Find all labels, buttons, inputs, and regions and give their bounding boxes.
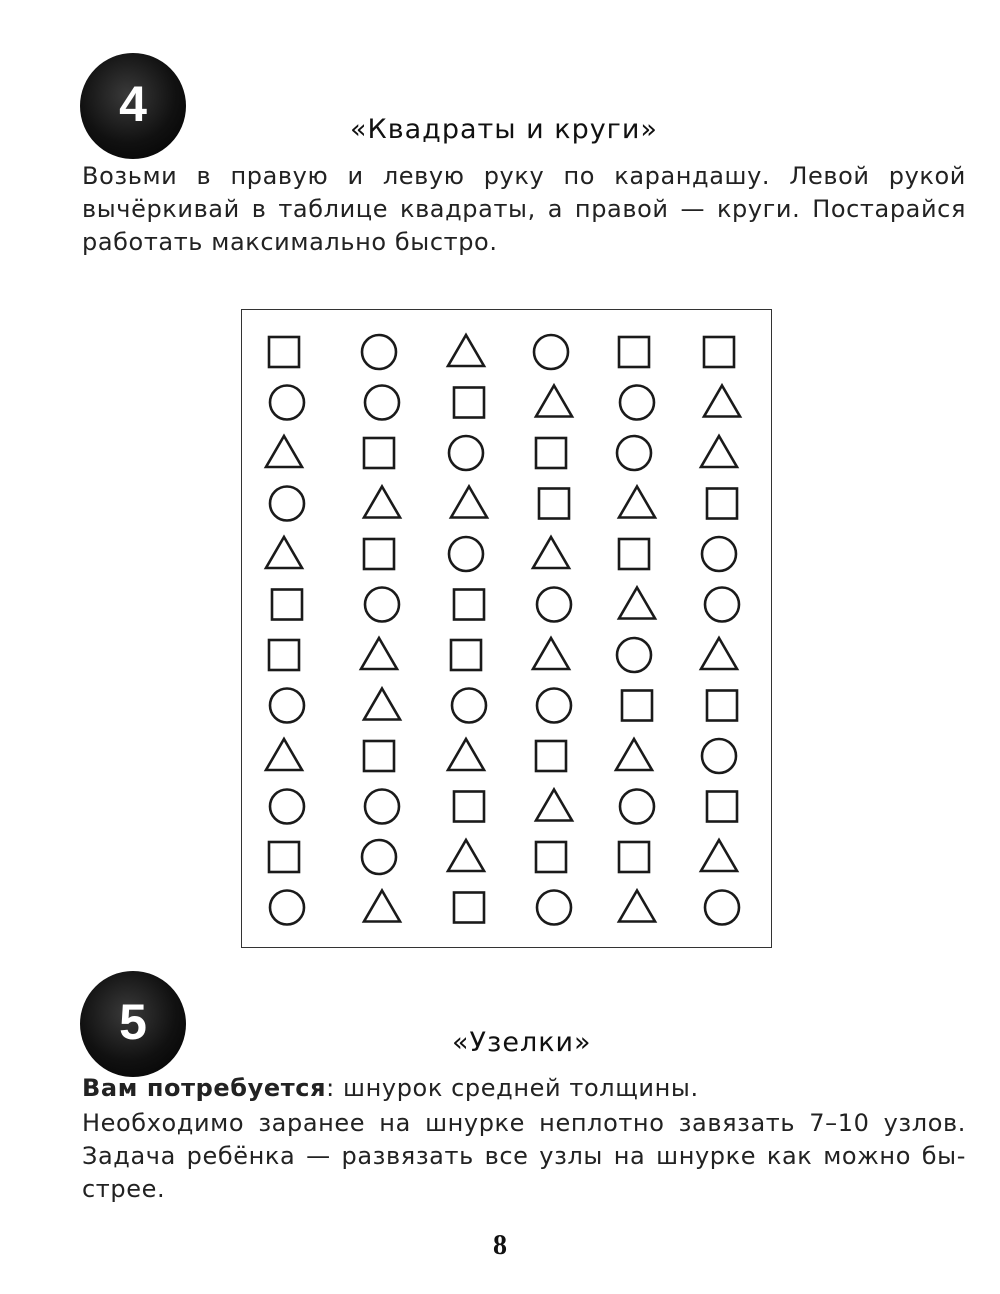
triangle-shape [448, 335, 484, 366]
circle-shape [270, 487, 304, 521]
exercise-number-5: 5 [119, 994, 147, 1050]
triangle-shape [536, 790, 572, 821]
square-shape [707, 792, 737, 822]
requirement-text: : шнурок средней толщины. [326, 1074, 699, 1102]
exercise-number-badge-4 [80, 53, 186, 159]
square-shape [707, 489, 737, 519]
circle-shape [617, 638, 651, 672]
square-shape [622, 691, 652, 721]
instruction-line: Необходимо заранее на шнурке неплотно завязать 7–10 узлов. [82, 1109, 966, 1137]
triangle-shape [704, 386, 740, 417]
square-shape [619, 337, 649, 367]
square-shape [451, 640, 481, 670]
exercise-number-badge-5 [80, 971, 186, 1077]
circle-shape [620, 790, 654, 824]
circle-shape [537, 689, 571, 723]
triangle-shape [619, 891, 655, 922]
requirement-line [82, 1072, 966, 1105]
page-number: 8 [493, 1230, 507, 1261]
square-shape [536, 438, 566, 468]
square-shape [269, 337, 299, 367]
triangle-shape [701, 840, 737, 871]
square-shape [454, 792, 484, 822]
triangle-shape [701, 436, 737, 467]
square-shape [454, 590, 484, 620]
square-shape [619, 539, 649, 569]
circle-shape [537, 588, 571, 622]
circle-shape [452, 689, 486, 723]
triangle-shape [619, 588, 655, 619]
triangle-shape [364, 487, 400, 518]
circle-shape [449, 436, 483, 470]
triangle-shape [448, 840, 484, 871]
square-shape [707, 691, 737, 721]
triangle-shape [616, 739, 652, 770]
triangle-shape [533, 638, 569, 669]
triangle-shape [266, 537, 302, 568]
circle-shape [537, 891, 571, 925]
square-shape [364, 539, 394, 569]
requirement-label: Вам потребуется [82, 1074, 327, 1102]
triangle-shape [451, 487, 487, 518]
circle-shape [449, 537, 483, 571]
triangle-shape [701, 638, 737, 669]
circle-shape [270, 790, 304, 824]
instruction-line: работать максимально быстро. [82, 228, 498, 256]
square-shape [454, 893, 484, 923]
circle-shape [365, 790, 399, 824]
square-shape [454, 388, 484, 418]
triangle-shape [536, 386, 572, 417]
shape-table [241, 309, 772, 948]
triangle-shape [364, 891, 400, 922]
square-shape [272, 590, 302, 620]
exercise-title-5: «Узелки» [452, 1027, 592, 1058]
circle-shape [705, 891, 739, 925]
exercise-instructions-5 [82, 1072, 966, 1206]
shape-grid [242, 310, 770, 946]
instruction-line: стрее. [82, 1175, 166, 1203]
exercise-number-4: 4 [119, 76, 147, 132]
square-shape [704, 337, 734, 367]
square-shape [536, 842, 566, 872]
triangle-shape [266, 739, 302, 770]
circle-shape [270, 386, 304, 420]
circle-shape [365, 588, 399, 622]
square-shape [364, 741, 394, 771]
exercise-instructions-4 [82, 160, 966, 259]
square-shape [364, 438, 394, 468]
triangle-shape [361, 638, 397, 669]
circle-shape [705, 588, 739, 622]
triangle-shape [266, 436, 302, 467]
circle-shape [617, 436, 651, 470]
triangle-shape [619, 487, 655, 518]
circle-shape [702, 537, 736, 571]
triangle-shape [364, 689, 400, 720]
square-shape [269, 842, 299, 872]
square-shape [536, 741, 566, 771]
square-shape [619, 842, 649, 872]
circle-shape [270, 689, 304, 723]
circle-shape [270, 891, 304, 925]
instruction-line: вычёркивай в таблице квадраты, а правой — круги. Постарайся [82, 195, 966, 223]
square-shape [539, 489, 569, 519]
circle-shape [620, 386, 654, 420]
instruction-line: Задача ребёнка — развязать все узлы на шнурке как можно бы- [82, 1142, 966, 1170]
circle-shape [534, 335, 568, 369]
circle-shape [362, 335, 396, 369]
instruction-line: Возьми в правую и левую руку по карандашу. Левой рукой [82, 162, 966, 190]
exercise-title-4: «Квадраты и круги» [350, 114, 658, 145]
square-shape [269, 640, 299, 670]
circle-shape [365, 386, 399, 420]
circle-shape [362, 840, 396, 874]
circle-shape [702, 739, 736, 773]
triangle-shape [533, 537, 569, 568]
triangle-shape [448, 739, 484, 770]
